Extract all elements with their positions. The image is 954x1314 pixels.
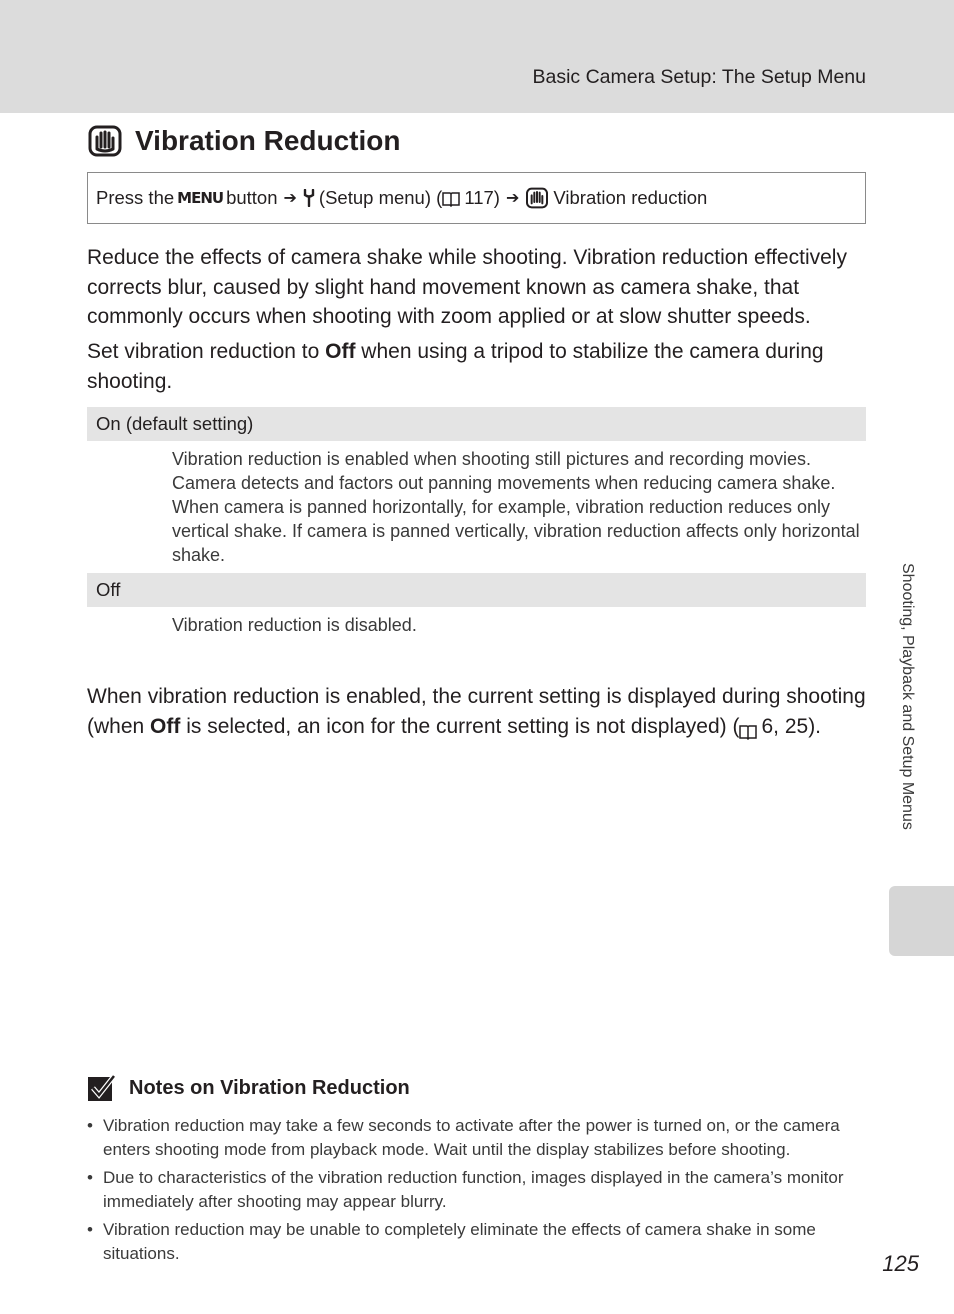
check-icon [87,1074,117,1102]
chapter-tab [889,886,954,956]
notes-title: Notes on Vibration Reduction [129,1076,410,1099]
book-icon [442,190,460,206]
arrow-icon: ➔ [505,190,520,207]
vibration-reduction-icon [87,123,123,159]
bullet: • [87,1220,93,1239]
menu-path-box [87,172,866,224]
closing-text: When vibration reduction is enabled, the current setting is displayed during shooting (when [87,685,866,738]
book-icon [739,719,757,735]
note-text: Due to characteristics of the vibration reduction function, images displayed in the camera’s monitor immediately after shooting may appear blurry. [103,1168,844,1211]
notes-heading [87,1074,410,1102]
note-text: Vibration reduction may take a few seconds to activate after the power is turned on, or the camera enters shooting mode from playback mode. Wait until the display stabilizes before shooting. [103,1116,840,1159]
arrow-icon: ➔ [283,190,297,207]
menu-path-button: button [226,187,278,208]
option-header-on: On (default setting) [87,407,866,441]
menu-path-page-ref: 117) [464,187,500,208]
option-description-off: Vibration reduction is disabled. [172,615,417,635]
option-header-off: Off [87,573,866,607]
bullet: • [87,1168,93,1187]
note-text: Vibration reduction may be unable to completely eliminate the effects of camera shake in some situations. [103,1220,816,1263]
tripod-text-end: when using a tripod to stabilize the camera during shooting. [87,340,824,393]
section-title-text: Vibration Reduction [135,125,401,156]
tripod-paragraph [87,337,877,396]
list-item [87,1114,877,1162]
menu-key-icon: MENU [177,189,224,207]
header-band [0,0,954,113]
list-item [87,1218,877,1266]
off-keyword: Off [325,340,356,363]
closing-paragraph [87,682,877,741]
menu-path-press: Press the [96,187,175,208]
closing-refs: 6, 25). [761,714,822,738]
vibration-reduction-icon [525,186,549,210]
chapter-side-label: Shooting, Playback and Setup Menus [899,563,916,830]
closing-text-mid: is selected, an icon for the current setting is not displayed) ( [180,714,740,738]
running-header: Basic Camera Setup: The Setup Menu [532,66,866,88]
intro-paragraph: Reduce the effects of camera shake while shooting. Vibration reduction effectively corrects blur, caused by slight hand movement known as camera shake, that commonly occurs when shooting with zoom applied or at slow shutter speeds. [87,246,847,328]
bullet: • [87,1116,93,1135]
menu-path-setup: (Setup menu) ( [318,187,443,208]
menu-path-destination: Vibration reduction [553,187,708,208]
notes-list [87,1114,877,1270]
list-item [87,1166,877,1214]
option-description-on: Vibration reduction is enabled when shooting still pictures and recording movies. Camera detects and factors out panning movements when reducing camera shake. When camera is panned horizontally, for example, vibration reduction reduces only vertical shake. If camera is panned vertically, vibration reduction affects only horizontal shake. [172,449,860,565]
page-number: 125 [882,1251,919,1276]
off-keyword: Off [150,714,181,738]
section-title [87,123,401,159]
wrench-icon [303,189,315,207]
tripod-text: Set vibration reduction to [87,340,326,363]
